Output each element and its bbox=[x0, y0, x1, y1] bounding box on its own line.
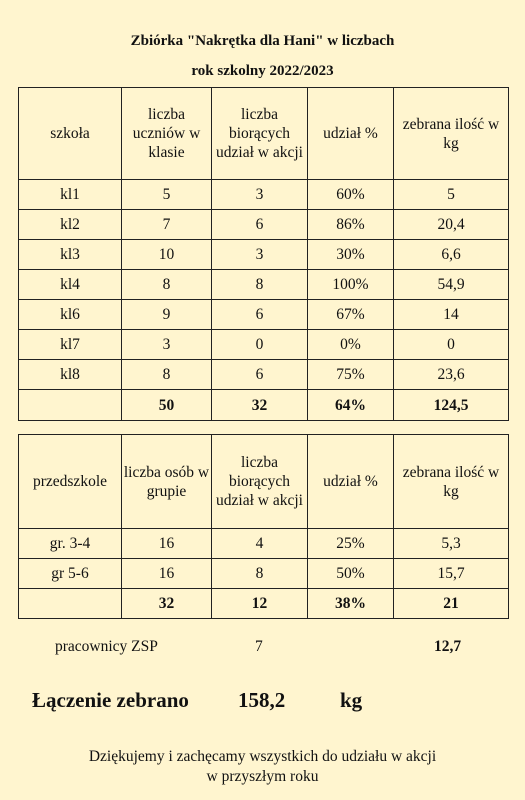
table-cell: kl3 bbox=[19, 240, 122, 270]
table-cell: kl4 bbox=[19, 270, 122, 300]
table-row bbox=[19, 559, 509, 589]
table-cell: 23,6 bbox=[394, 360, 509, 390]
table-cell: 0% bbox=[308, 330, 394, 360]
table-cell bbox=[19, 390, 122, 421]
table-cell: kl7 bbox=[19, 330, 122, 360]
table-cell: 8 bbox=[122, 360, 212, 390]
table-cell: 7 bbox=[122, 210, 212, 240]
thanks-line-2: w przyszłym roku bbox=[206, 768, 319, 785]
table-cell: 16 bbox=[122, 559, 212, 589]
table-cell: 3 bbox=[212, 240, 308, 270]
table-cell: 0 bbox=[394, 330, 509, 360]
table-cell: 38% bbox=[308, 589, 394, 619]
table-cell: 100% bbox=[308, 270, 394, 300]
table-cell: 4 bbox=[212, 529, 308, 559]
table-cell: 75% bbox=[308, 360, 394, 390]
table-cell: 5,3 bbox=[394, 529, 509, 559]
table-row bbox=[19, 529, 509, 559]
staff-label: pracownicy ZSP bbox=[55, 638, 158, 655]
table-cell: 14 bbox=[394, 300, 509, 330]
totals-row bbox=[19, 390, 509, 421]
table-cell: 8 bbox=[212, 559, 308, 589]
table-cell: kl1 bbox=[19, 180, 122, 210]
table-cell: 54,9 bbox=[394, 270, 509, 300]
table-cell: kl8 bbox=[19, 360, 122, 390]
thanks-line-1: Dziękujemy i zachęcamy wszystkich do udziału w akcji bbox=[88, 748, 437, 765]
staff-kg: 12,7 bbox=[434, 638, 462, 655]
table-cell: 5 bbox=[394, 180, 509, 210]
table-cell: 21 bbox=[394, 589, 509, 619]
table-cell: 124,5 bbox=[394, 390, 509, 421]
column-header: liczba biorących udział w akcji bbox=[212, 88, 308, 180]
table-cell: 9 bbox=[122, 300, 212, 330]
column-header: liczba uczniów w klasie bbox=[122, 88, 212, 180]
table-cell: 86% bbox=[308, 210, 394, 240]
table-cell: 5 bbox=[122, 180, 212, 210]
table-cell: 50 bbox=[122, 390, 212, 421]
table-row bbox=[19, 210, 509, 240]
column-header: szkoła bbox=[19, 88, 122, 180]
table-header-row bbox=[19, 435, 509, 529]
table-cell bbox=[19, 589, 122, 619]
totals-row bbox=[19, 589, 509, 619]
table-cell: 6 bbox=[212, 300, 308, 330]
table-cell: 64% bbox=[308, 390, 394, 421]
table-cell: 6 bbox=[212, 360, 308, 390]
table-cell: 67% bbox=[308, 300, 394, 330]
table-cell: 50% bbox=[308, 559, 394, 589]
column-header: udział % bbox=[308, 88, 394, 180]
column-header: liczba osób w grupie bbox=[122, 435, 212, 529]
column-header: zebrana ilość w kg bbox=[394, 435, 509, 529]
table-header-row bbox=[19, 88, 509, 180]
column-header: liczba biorących udział w akcji bbox=[212, 435, 308, 529]
table-cell: 12 bbox=[212, 589, 308, 619]
column-header: udział % bbox=[308, 435, 394, 529]
table-cell: 6,6 bbox=[394, 240, 509, 270]
preschool-table bbox=[18, 434, 509, 619]
table-row bbox=[19, 360, 509, 390]
table-cell: 32 bbox=[212, 390, 308, 421]
table-cell: 30% bbox=[308, 240, 394, 270]
total-value: 158,2 bbox=[238, 688, 286, 712]
table-cell: 6 bbox=[212, 210, 308, 240]
table-cell: 60% bbox=[308, 180, 394, 210]
table-row bbox=[19, 330, 509, 360]
table-row bbox=[19, 300, 509, 330]
table-cell: 3 bbox=[122, 330, 212, 360]
table-cell: 8 bbox=[212, 270, 308, 300]
table-cell: 15,7 bbox=[394, 559, 509, 589]
table-cell: 25% bbox=[308, 529, 394, 559]
school-year: rok szkolny 2022/2023 bbox=[191, 63, 334, 79]
table-cell: 32 bbox=[122, 589, 212, 619]
table-row bbox=[19, 240, 509, 270]
table-row bbox=[19, 270, 509, 300]
page-title: Zbiórka "Nakrętka dla Hani" w liczbach bbox=[130, 33, 395, 49]
table-cell: kl6 bbox=[19, 300, 122, 330]
total-label: Łączenie zebrano bbox=[32, 688, 189, 712]
table-cell: 20,4 bbox=[394, 210, 509, 240]
table-cell: kl2 bbox=[19, 210, 122, 240]
table-cell: 16 bbox=[122, 529, 212, 559]
table-cell: 10 bbox=[122, 240, 212, 270]
table-cell: gr 5-6 bbox=[19, 559, 122, 589]
column-header: zebrana ilość w kg bbox=[394, 88, 509, 180]
school-table bbox=[18, 87, 509, 421]
table-row bbox=[19, 180, 509, 210]
column-header: przedszkole bbox=[19, 435, 122, 529]
staff-count: 7 bbox=[255, 638, 263, 655]
table-cell: gr. 3-4 bbox=[19, 529, 122, 559]
table-cell: 3 bbox=[212, 180, 308, 210]
table-cell: 0 bbox=[212, 330, 308, 360]
table-cell: 8 bbox=[122, 270, 212, 300]
total-unit: kg bbox=[340, 688, 363, 712]
